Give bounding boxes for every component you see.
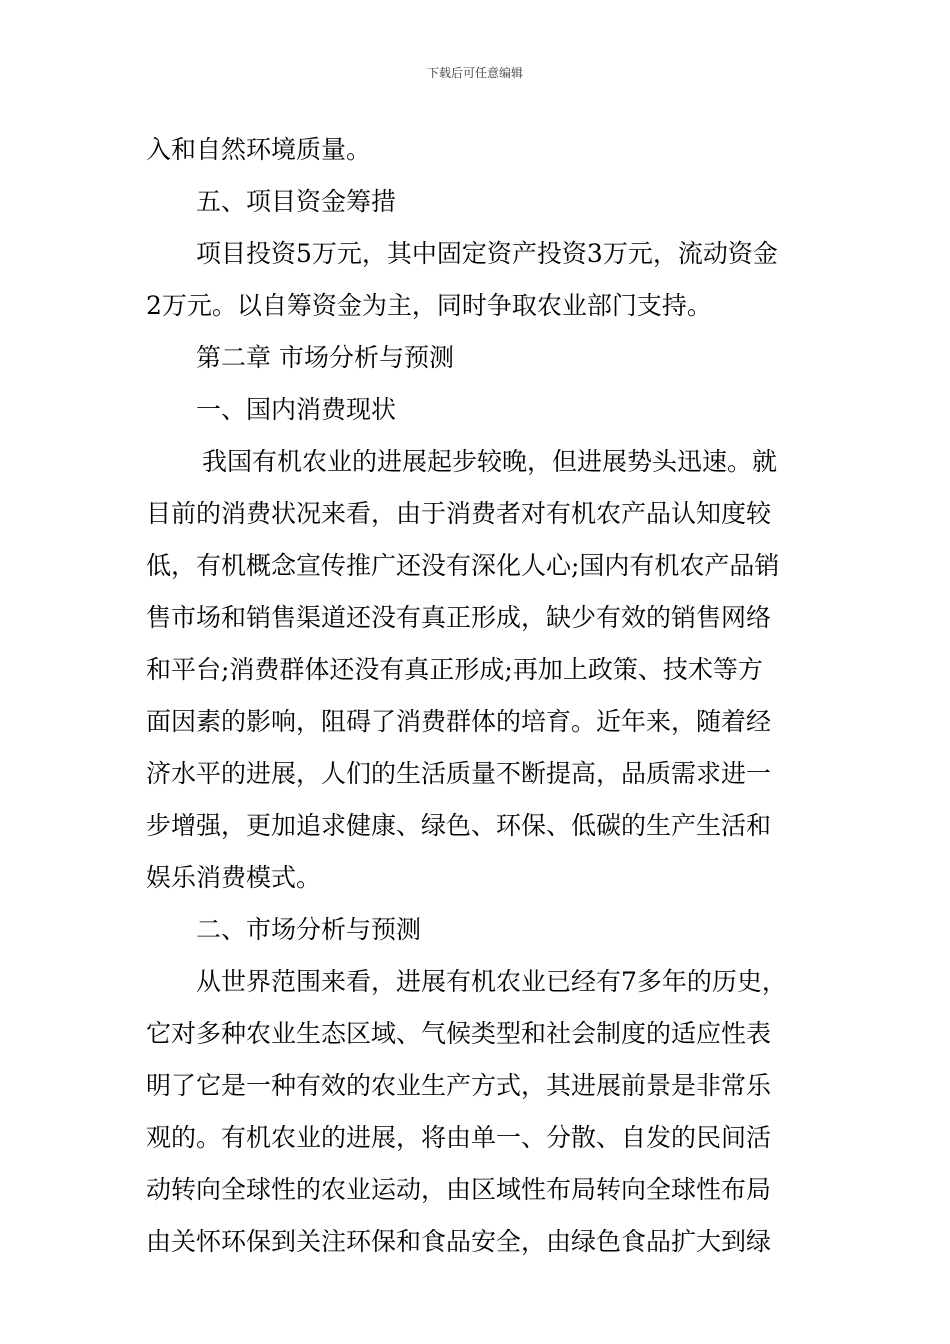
section-heading: 二、市场分析与预测: [196, 915, 422, 944]
text-line: 娱乐消费模式。: [146, 863, 322, 892]
text-line: 它对多种农业生态区域、气候类型和社会制度的适应性表: [146, 1019, 772, 1048]
text-line: 低，有机概念宣传推广还没有深化人心;国内有机农产品销: [146, 551, 780, 580]
text-line: 售市场和销售渠道还没有真正形成，缺少有效的销售网络: [146, 603, 772, 632]
document-body: [146, 124, 810, 1268]
text-line: 项目投资5万元，其中固定资产投资3万元，流动资金: [196, 239, 778, 268]
section-heading: 五、项目资金筹措: [196, 187, 397, 216]
text-line: 面因素的影响，阻碍了消费群体的培育。近年来，随着经: [146, 707, 772, 736]
section-heading: 一、国内消费现状: [196, 395, 397, 424]
text-line: 和平台;消费群体还没有真正形成;再加上政策、技术等方: [146, 655, 763, 684]
page-header: 下载后可任意编辑: [426, 66, 523, 80]
chapter-heading: 第二章 市场分析与预测: [196, 343, 454, 372]
text-line: 我国有机农业的进展起步较晚，但进展势头迅速。就: [202, 447, 778, 476]
text-line: 由关怀环保到关注环保和食品安全，由绿色食品扩大到绿: [146, 1227, 772, 1256]
text-line: 目前的消费状况来看，由于消费者对有机农产品认知度较: [146, 499, 772, 528]
text-line: 从世界范围来看，进展有机农业已经有7多年的历史，: [196, 967, 787, 996]
text-line: 济水平的进展，人们的生活质量不断提高，品质需求进一: [146, 759, 772, 788]
text-line: 2万元。以自筹资金为主，同时争取农业部门支持。: [146, 291, 712, 320]
text-line: 动转向全球性的农业运动，由区域性布局转向全球性布局: [146, 1175, 772, 1204]
text-line: 入和自然环境质量。: [146, 135, 372, 164]
text-line: 观的。有机农业的进展，将由单一、分散、自发的民间活: [146, 1123, 772, 1152]
text-line: 步增强，更加追求健康、绿色、环保、低碳的生产生活和: [146, 811, 772, 840]
text-line: 明了它是一种有效的农业生产方式，其进展前景是非常乐: [146, 1071, 772, 1100]
